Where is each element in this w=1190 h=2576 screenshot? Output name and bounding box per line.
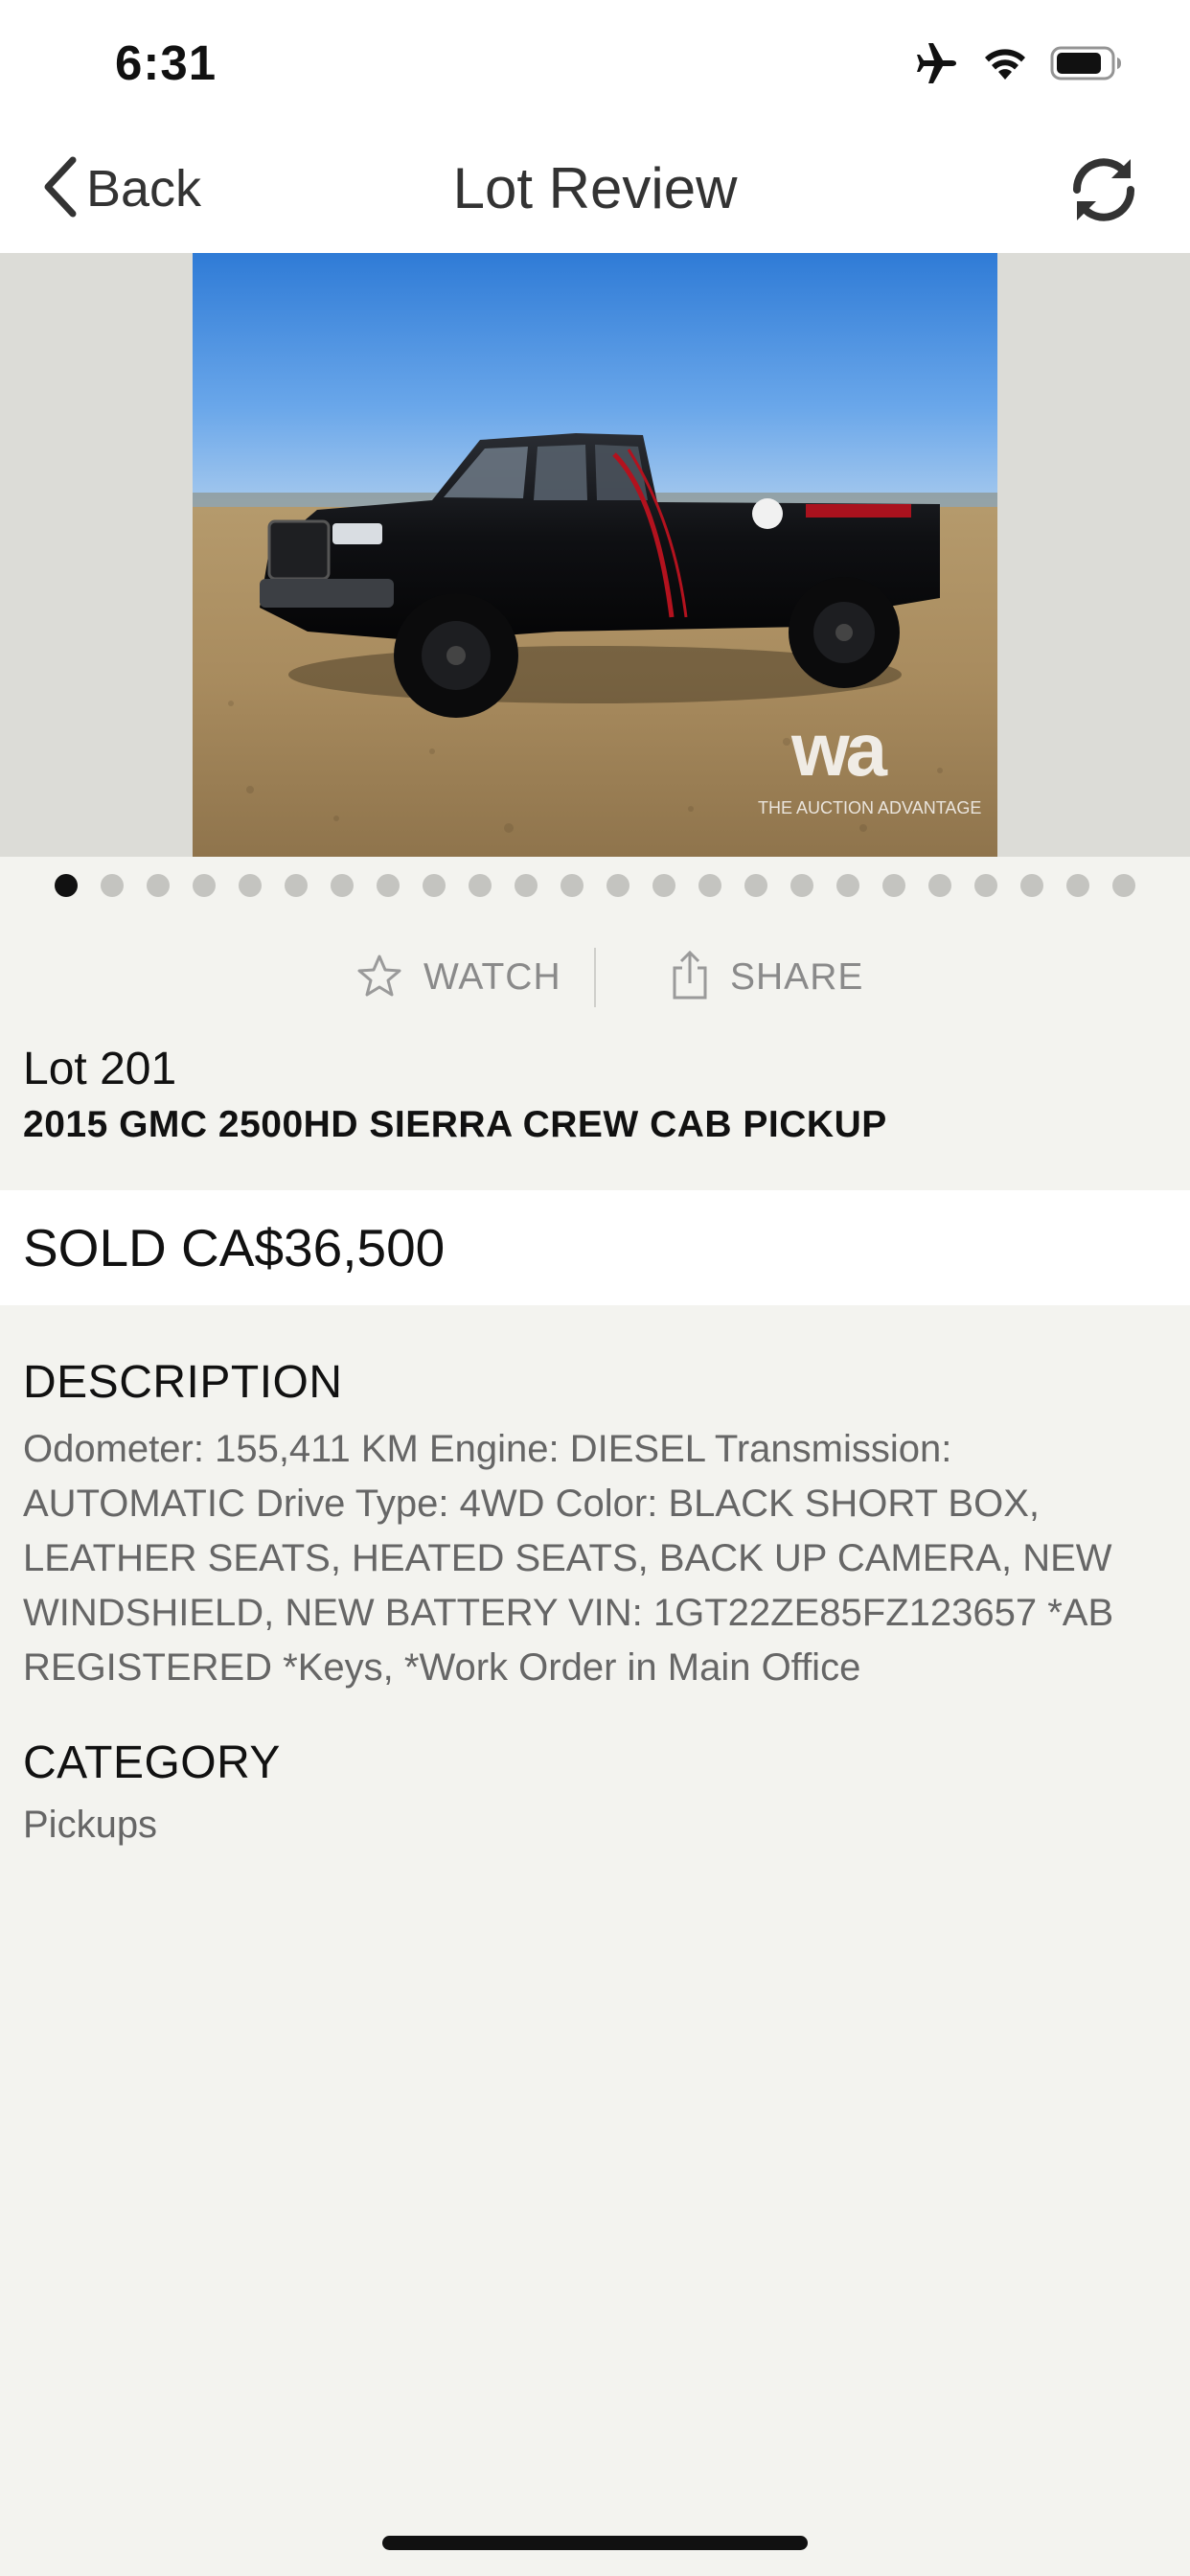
description-heading: DESCRIPTION <box>23 1357 343 1408</box>
page-dot[interactable] <box>193 874 216 897</box>
watermark-text: THE AUCTION ADVANTAGE <box>758 798 982 817</box>
page-dot[interactable] <box>928 874 951 897</box>
share-icon <box>671 951 709 1005</box>
page-title: Lot Review <box>452 156 738 220</box>
category-heading: CATEGORY <box>23 1737 281 1788</box>
page-dot[interactable] <box>790 874 813 897</box>
image-gallery[interactable] <box>0 253 1190 857</box>
page-dot[interactable] <box>744 874 767 897</box>
page-dot[interactable] <box>55 874 78 897</box>
page-dot[interactable] <box>1020 874 1043 897</box>
lot-photo[interactable] <box>193 253 997 857</box>
lot-number: Lot 201 <box>23 1044 177 1094</box>
category-value: Pickups <box>23 1804 158 1846</box>
watch-label: WATCH <box>423 956 561 998</box>
page-dot[interactable] <box>882 874 905 897</box>
status-icons <box>914 42 1123 84</box>
page-dot[interactable] <box>698 874 721 897</box>
page-dot[interactable] <box>101 874 124 897</box>
star-icon <box>356 954 402 1002</box>
svg-text:wa: wa <box>791 707 884 792</box>
page-dot[interactable] <box>147 874 170 897</box>
page-dot[interactable] <box>515 874 538 897</box>
page-dot[interactable] <box>285 874 308 897</box>
price-band <box>0 1190 1190 1305</box>
page-dot[interactable] <box>561 874 584 897</box>
airplane-icon <box>914 42 960 84</box>
lot-title: 2015 GMC 2500HD SIERRA CREW CAB PICKUP <box>23 1104 887 1145</box>
status-bar <box>0 0 1190 126</box>
page-dot[interactable] <box>974 874 997 897</box>
refresh-icon <box>1065 216 1142 232</box>
action-bar <box>0 944 1190 1011</box>
home-indicator[interactable] <box>382 2536 808 2550</box>
watch-button[interactable] <box>356 944 561 1011</box>
share-label: SHARE <box>730 956 864 998</box>
page-dot[interactable] <box>331 874 354 897</box>
wifi-icon <box>981 45 1029 81</box>
page-dot[interactable] <box>239 874 262 897</box>
page-dot[interactable] <box>377 874 400 897</box>
description-body: Odometer: 155,411 KM Engine: DIESEL Transmission: AUTOMATIC Drive Type: 4WD Color: BLACK SHORT BOX, LEATHER SEATS, HEATED SEATS, BACK UP CAMERA, NEW WINDSHIELD, NEW BATTERY VIN: 1GT22ZE85FZ123657 *AB REGISTERED *Keys, *Work Order in Main Office <box>23 1428 1114 1689</box>
page-dot[interactable] <box>652 874 675 897</box>
page-dot[interactable] <box>1112 874 1135 897</box>
page-dot[interactable] <box>836 874 859 897</box>
battery-icon <box>1050 45 1123 81</box>
refresh-button[interactable] <box>1065 151 1142 228</box>
action-divider <box>594 948 596 1007</box>
back-label: Back <box>86 160 202 218</box>
page-dot[interactable] <box>606 874 629 897</box>
page-dot[interactable] <box>1066 874 1089 897</box>
page-indicator[interactable] <box>0 874 1190 897</box>
share-button[interactable] <box>671 944 863 1011</box>
nav-bar <box>0 126 1190 253</box>
status-time: 6:31 <box>115 35 217 90</box>
sold-price: SOLD CA$36,500 <box>23 1218 446 1277</box>
page-dot[interactable] <box>423 874 446 897</box>
page-dot[interactable] <box>469 874 492 897</box>
